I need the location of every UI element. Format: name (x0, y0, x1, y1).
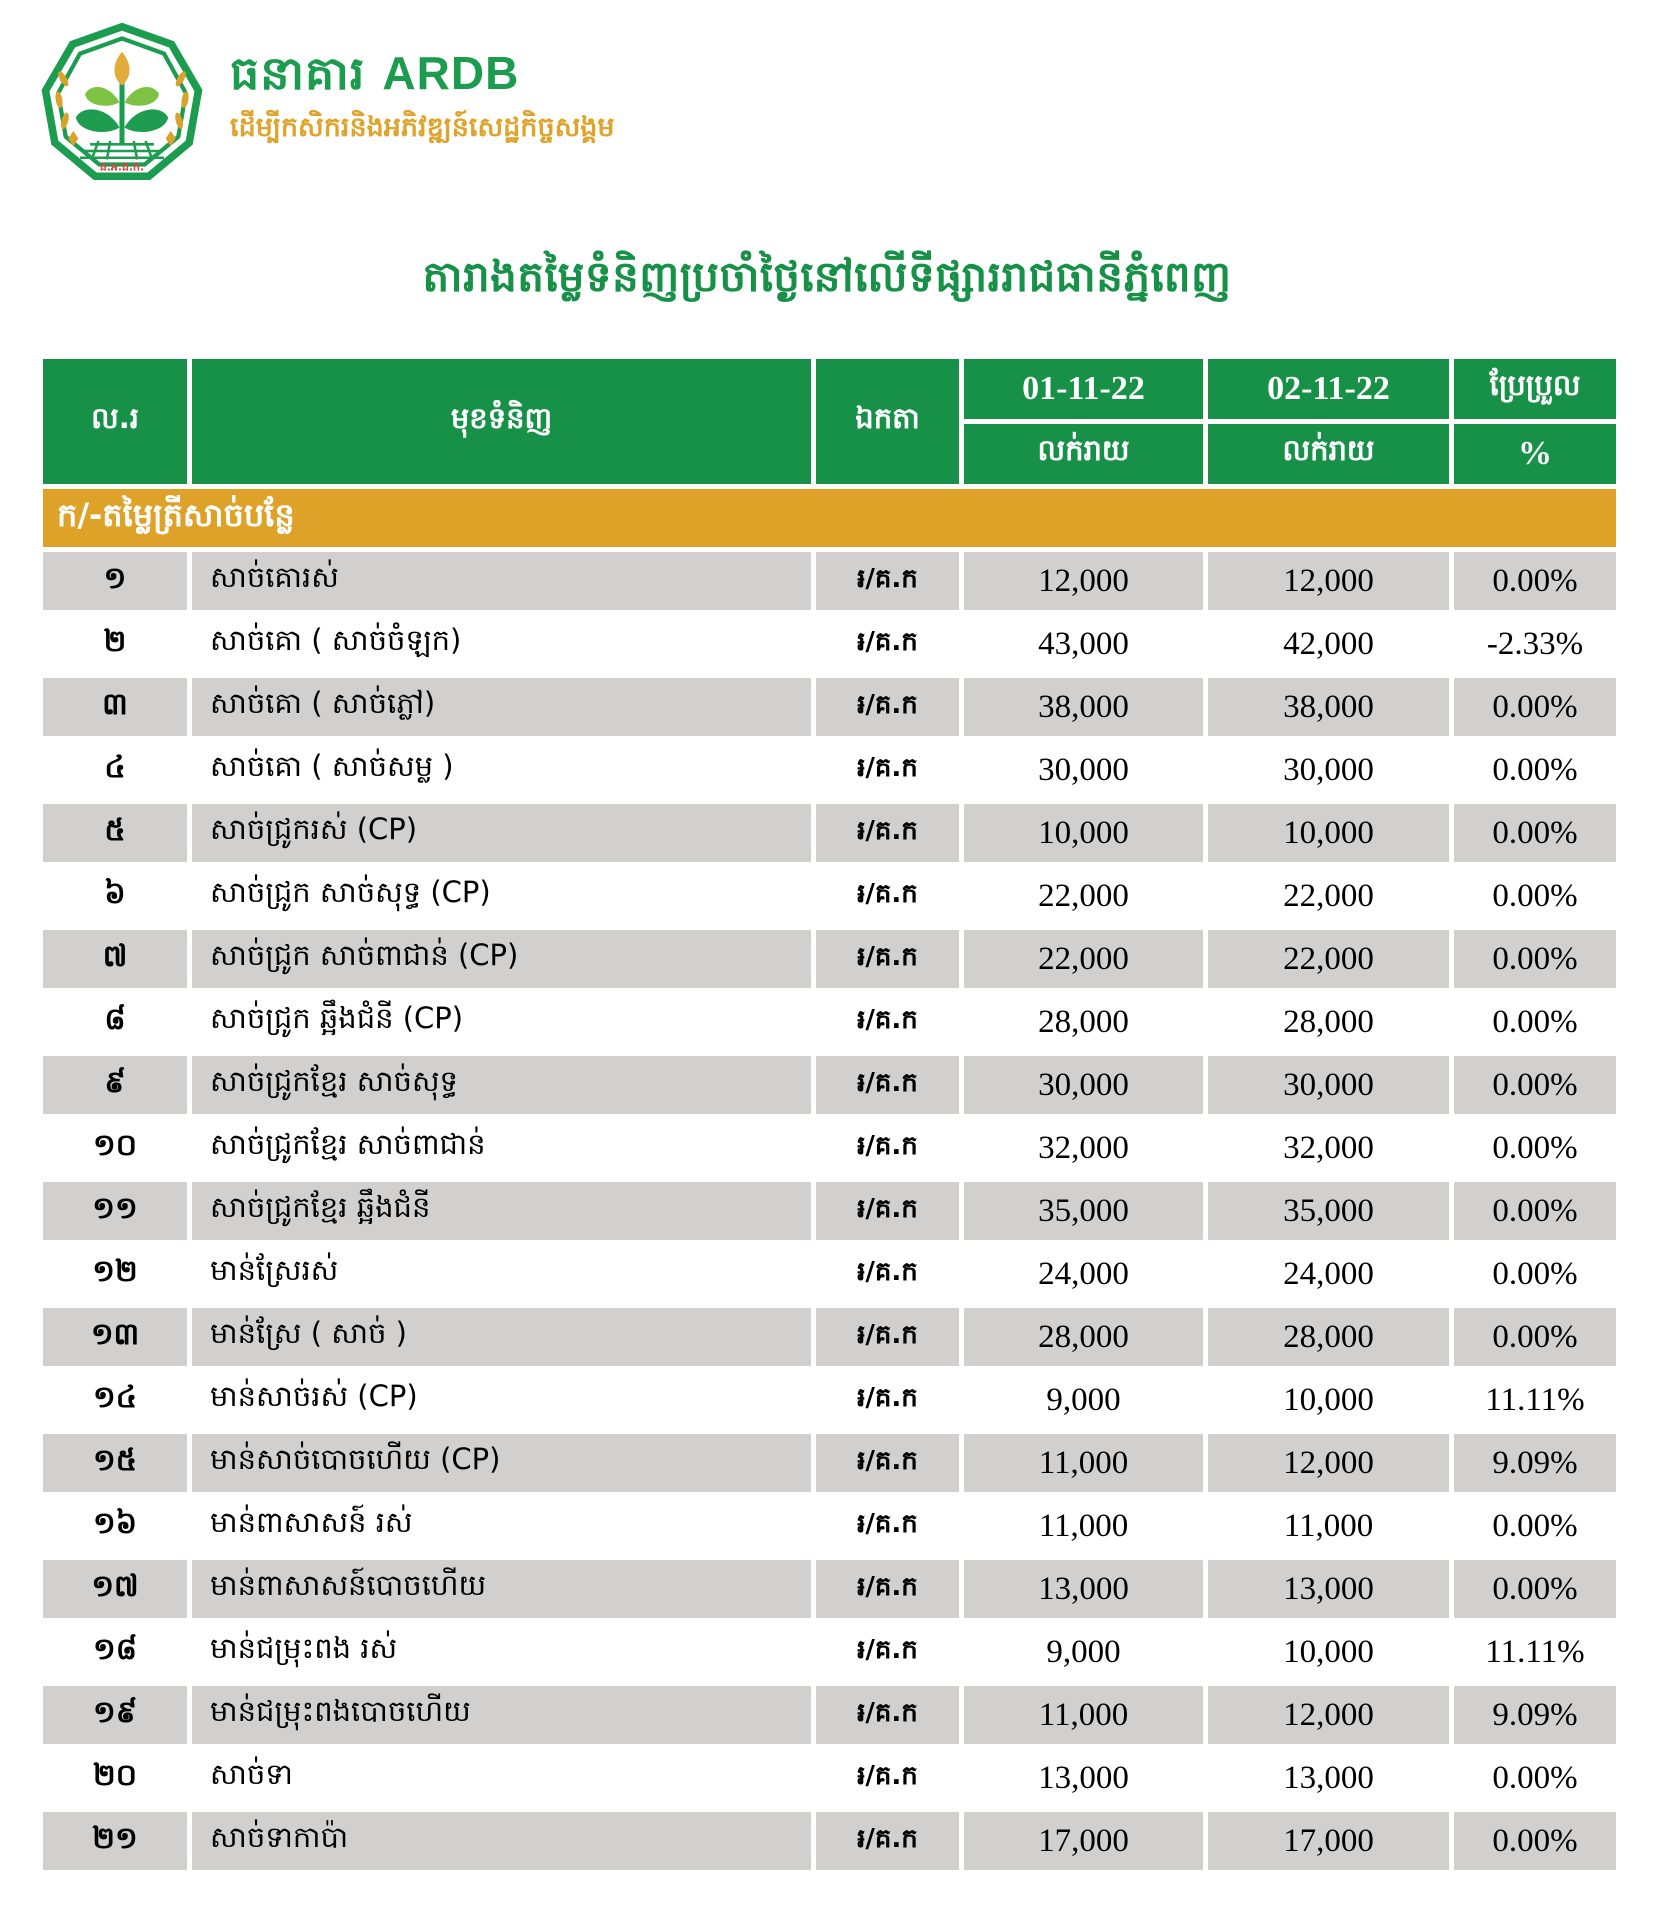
price-day1: 43,000 (1038, 625, 1129, 662)
item-name: សាច់គោ ( សាច់ចំឡក) (210, 623, 462, 657)
item-name: មាន់ស្រែរស់ (210, 1253, 339, 1287)
brand-header (38, 20, 615, 188)
unit-value: ៛/គ.ក (816, 1308, 959, 1366)
table-row (43, 1056, 1616, 1114)
table-row (43, 1497, 1616, 1555)
col-header-date2: 02-11-22 (1208, 359, 1449, 419)
col-header-no: ល.រ (43, 359, 187, 484)
price-day1: 30,000 (964, 1056, 1203, 1114)
unit-value: ៛/គ.ក (857, 1131, 918, 1161)
change-percent: -2.33% (1486, 625, 1584, 662)
item-name: មាន់ជម្រុះពងបោចហើយ (192, 1686, 811, 1744)
row-number: ១២ (92, 1254, 138, 1289)
unit-value: ៛/គ.ក (816, 1686, 959, 1744)
table-row (43, 1119, 1616, 1177)
change-percent: 0.00% (1492, 751, 1578, 788)
price-day1: 13,000 (1038, 1759, 1129, 1796)
col-header-retail-day1: លក់រាយ (964, 424, 1203, 484)
row-number: ២០ (93, 1758, 137, 1793)
price-day1: 28,000 (1038, 1003, 1129, 1040)
item-name: សាច់ទាកាប៉ា (192, 1812, 811, 1870)
price-day1: 22,000 (964, 930, 1203, 988)
price-day2: 42,000 (1283, 625, 1374, 662)
price-day2: 13,000 (1208, 1560, 1449, 1618)
col-header-item: មុខទំនិញ (192, 359, 811, 484)
price-day2: 12,000 (1208, 1686, 1449, 1744)
item-name: សាច់ជ្រូកខ្មែរ ឆ្អឹងជំនី (192, 1182, 811, 1240)
unit-value: ៛/គ.ក (857, 1383, 918, 1413)
price-day1: 10,000 (964, 804, 1203, 862)
row-number: ១៩ (43, 1686, 187, 1744)
price-day2: 12,000 (1208, 552, 1449, 610)
unit-value: ៛/គ.ក (857, 753, 918, 783)
table-row (43, 615, 1616, 673)
table-row (43, 1434, 1616, 1492)
table-body (43, 552, 1616, 1870)
change-percent: 0.00% (1454, 930, 1616, 988)
item-name: មាន់សាច់បោចហើយ (CP) (192, 1434, 811, 1492)
brand-tagline: ដើម្បីកសិករនិងអភិវឌ្ឍន៍សេដ្ឋកិច្ចសង្គម (230, 111, 615, 143)
price-day2: 24,000 (1283, 1255, 1374, 1292)
price-day1: 13,000 (964, 1560, 1203, 1618)
change-percent: 0.00% (1492, 1255, 1578, 1292)
price-day2: 30,000 (1283, 751, 1374, 788)
item-name: សាច់គោ ( សាច់សម្ល ) (210, 749, 454, 783)
unit-value: ៛/គ.ក (816, 1812, 959, 1870)
price-day1: 28,000 (964, 1308, 1203, 1366)
row-number: ៣ (43, 678, 187, 736)
price-day1: 9,000 (1046, 1381, 1121, 1418)
table-row (43, 804, 1616, 862)
price-day2: 32,000 (1283, 1129, 1374, 1166)
table-header (43, 359, 1616, 484)
item-name: សាច់ជ្រូករស់ (CP) (192, 804, 811, 862)
change-percent: 9.09% (1454, 1686, 1616, 1744)
price-day1: 17,000 (964, 1812, 1203, 1870)
price-day2: 12,000 (1208, 1434, 1449, 1492)
unit-value: ៛/គ.ក (816, 1182, 959, 1240)
price-day1: 11,000 (964, 1434, 1203, 1492)
item-name: មាន់ជម្រុះពង រស់ (210, 1631, 398, 1665)
row-number: ១១ (43, 1182, 187, 1240)
table-row (43, 1308, 1616, 1366)
unit-value: ៛/គ.ក (857, 1257, 918, 1287)
price-day1: 24,000 (1038, 1255, 1129, 1292)
row-number: ៥ (43, 804, 187, 862)
price-day1: 11,000 (1038, 1507, 1129, 1544)
price-day2: 10,000 (1283, 1633, 1374, 1670)
row-number: ១៥ (43, 1434, 187, 1492)
brand-text-block (230, 20, 615, 150)
item-name: មាន់ស្រែ ( សាច់ ) (192, 1308, 811, 1366)
price-day2: 13,000 (1283, 1759, 1374, 1796)
change-percent: 0.00% (1454, 1182, 1616, 1240)
price-day1: 12,000 (964, 552, 1203, 610)
change-percent: 0.00% (1454, 678, 1616, 736)
row-number: ៩ (43, 1056, 187, 1114)
change-percent: 0.00% (1492, 1129, 1578, 1166)
row-number: ២ (103, 624, 127, 659)
change-percent: 0.00% (1492, 1507, 1578, 1544)
change-percent: 0.00% (1454, 552, 1616, 610)
item-name: សាច់ជ្រូក សាច់ពាជាន់ (CP) (192, 930, 811, 988)
row-number: ២១ (43, 1812, 187, 1870)
table-row (43, 1623, 1616, 1681)
logo-seal-text: ធ.អ.ជ.ក. (99, 160, 145, 174)
price-day2: 28,000 (1283, 1003, 1374, 1040)
table-row (43, 1560, 1616, 1618)
change-percent: 11.11% (1485, 1633, 1585, 1670)
ardb-logo-icon (38, 20, 206, 188)
col-header-date1: 01-11-22 (964, 359, 1203, 419)
change-percent: 0.00% (1492, 877, 1578, 914)
unit-value: ៛/គ.ក (816, 1434, 959, 1492)
unit-value: ៛/គ.ក (816, 678, 959, 736)
table-row (43, 678, 1616, 736)
row-number: ១៧ (43, 1560, 187, 1618)
row-number: ១៤ (93, 1380, 137, 1415)
item-name: មាន់ពាសាសន៍ រស់ (210, 1505, 413, 1539)
item-name: សាច់ទា (210, 1757, 293, 1791)
row-number: ៤ (104, 750, 126, 785)
brand-name-khmer: ធនាគារ (230, 46, 366, 100)
unit-value: ៛/គ.ក (816, 804, 959, 862)
price-table (43, 359, 1616, 1870)
unit-value: ៛/គ.ក (857, 1761, 918, 1791)
price-day2: 28,000 (1208, 1308, 1449, 1366)
row-number: ១៦ (93, 1506, 137, 1541)
price-day2: 10,000 (1208, 804, 1449, 862)
item-name: សាច់គោរស់ (192, 552, 811, 610)
table-row (43, 552, 1616, 610)
price-day1: 30,000 (1038, 751, 1129, 788)
unit-value: ៛/គ.ក (816, 1560, 959, 1618)
price-day2: 22,000 (1283, 877, 1374, 914)
col-header-retail-day2: លក់រាយ (1208, 424, 1449, 484)
item-name: សាច់គោ ( សាច់ភ្លៅ) (192, 678, 811, 736)
price-day2: 35,000 (1208, 1182, 1449, 1240)
unit-value: ៛/គ.ក (857, 627, 918, 657)
row-number: ១០ (93, 1128, 137, 1163)
price-day2: 38,000 (1208, 678, 1449, 736)
price-day1: 22,000 (1038, 877, 1129, 914)
unit-value: ៛/គ.ក (816, 1056, 959, 1114)
change-percent: 9.09% (1454, 1434, 1616, 1492)
change-percent: 0.00% (1454, 804, 1616, 862)
unit-value: ៛/គ.ក (857, 1005, 918, 1035)
price-day2: 10,000 (1283, 1381, 1374, 1418)
price-day1: 11,000 (964, 1686, 1203, 1744)
change-percent: 0.00% (1454, 1812, 1616, 1870)
item-name: សាច់ជ្រូក សាច់សុទ្ធ (CP) (210, 875, 491, 909)
section-header: ក/-តម្លៃត្រីសាច់បន្លែ (43, 489, 1616, 547)
row-number: ៧ (43, 930, 187, 988)
change-percent: 0.00% (1492, 1003, 1578, 1040)
table-row (43, 1686, 1616, 1744)
price-day1: 32,000 (1038, 1129, 1129, 1166)
item-name: សាច់ជ្រូក ឆ្អឹងជំនី (CP) (210, 1001, 464, 1035)
row-number: ៨ (104, 1002, 126, 1037)
brand-name-latin: ARDB (382, 47, 520, 99)
item-name: មាន់ពាសាសន៍បោចហើយ (192, 1560, 811, 1618)
change-percent: 0.00% (1454, 1056, 1616, 1114)
col-header-percent: % (1454, 424, 1616, 484)
table-row (43, 1182, 1616, 1240)
table-row (43, 867, 1616, 925)
price-day1: 38,000 (964, 678, 1203, 736)
table-row (43, 741, 1616, 799)
price-day2: 30,000 (1208, 1056, 1449, 1114)
item-name: សាច់ជ្រូកខ្មែរ សាច់សុទ្ធ (192, 1056, 811, 1114)
change-percent: 0.00% (1492, 1759, 1578, 1796)
price-day2: 22,000 (1208, 930, 1449, 988)
row-number: ១៨ (93, 1632, 137, 1667)
row-number: ១៣ (43, 1308, 187, 1366)
unit-value: ៛/គ.ក (857, 1635, 918, 1665)
item-name: មាន់សាច់រស់ (CP) (210, 1379, 418, 1413)
change-percent: 0.00% (1454, 1560, 1616, 1618)
brand-name (230, 48, 615, 99)
unit-value: ៛/គ.ក (857, 1509, 918, 1539)
item-name: សាច់ជ្រូកខ្មែរ សាច់ពាជាន់ (210, 1127, 486, 1161)
unit-value: ៛/គ.ក (857, 879, 918, 909)
unit-value: ៛/គ.ក (816, 552, 959, 610)
change-percent: 11.11% (1485, 1381, 1585, 1418)
price-day1: 9,000 (1046, 1633, 1121, 1670)
price-day2: 11,000 (1283, 1507, 1374, 1544)
col-header-change: ប្រែប្រួល (1454, 359, 1616, 419)
table-row (43, 993, 1616, 1051)
table-row (43, 930, 1616, 988)
page-title: តារាងតម្លៃទំនិញប្រចាំថ្ងៃនៅលើទីផ្សាររាជធានីភ្នំពេញ (422, 252, 1232, 301)
row-number: ៦ (104, 876, 126, 911)
table-row (43, 1812, 1616, 1870)
plant-icon (76, 52, 168, 144)
price-day2: 17,000 (1208, 1812, 1449, 1870)
price-day1: 35,000 (964, 1182, 1203, 1240)
row-number: ១ (43, 552, 187, 610)
col-header-unit: ឯកតា (816, 359, 959, 484)
table-row (43, 1245, 1616, 1303)
change-percent: 0.00% (1454, 1308, 1616, 1366)
table-row (43, 1371, 1616, 1429)
unit-value: ៛/គ.ក (816, 930, 959, 988)
table-row (43, 1749, 1616, 1807)
field-grid-icon (80, 141, 164, 159)
